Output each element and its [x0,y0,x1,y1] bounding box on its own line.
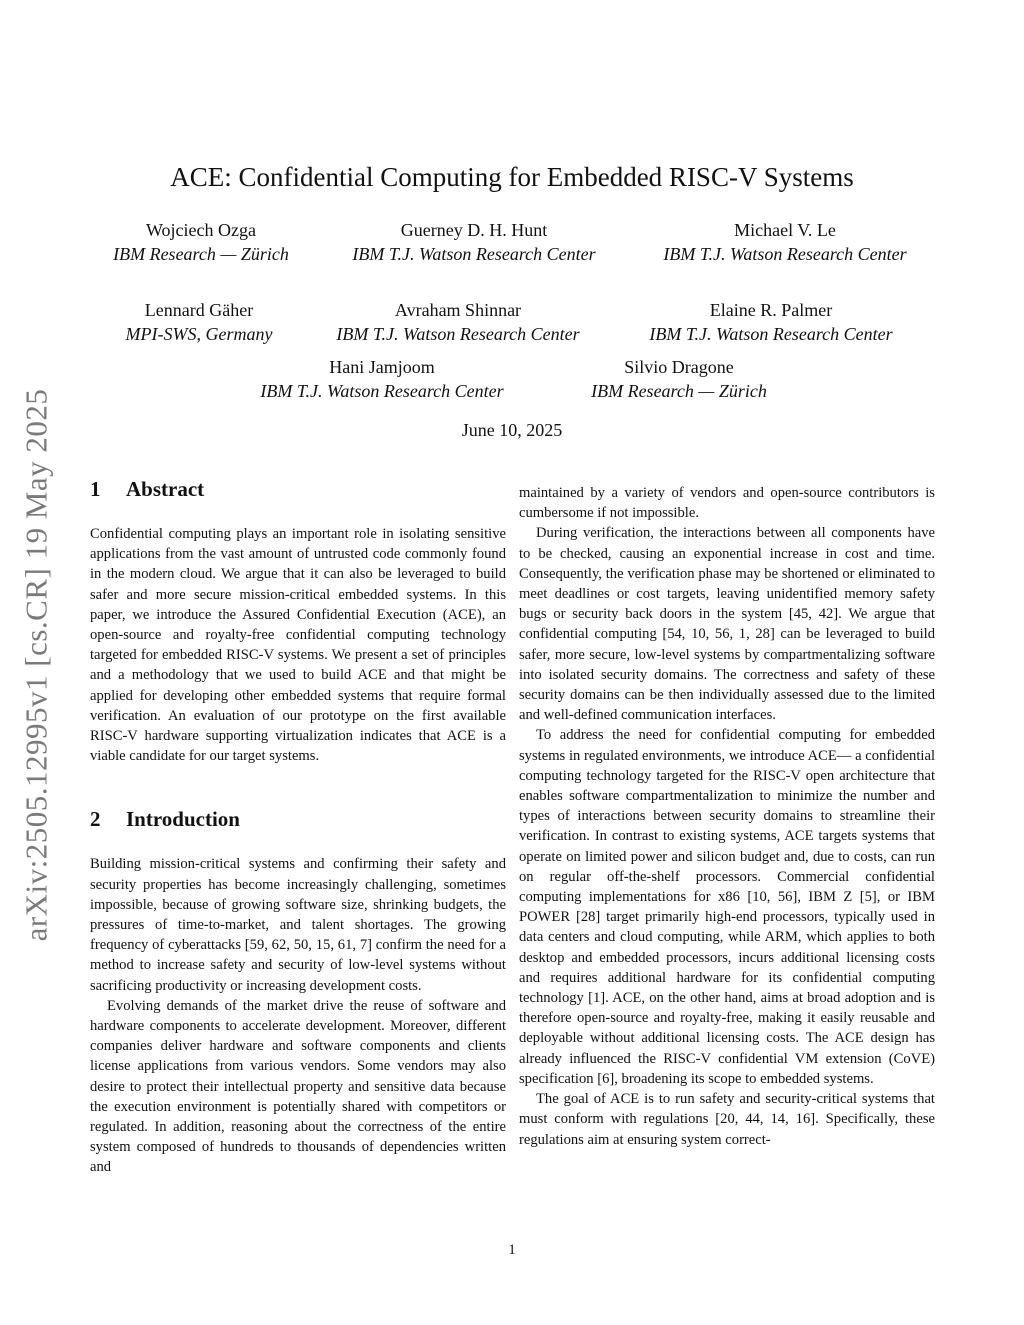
author-block [232,355,532,403]
author-name: Wojciech Ozga [146,220,256,240]
publication-date: June 10, 2025 [461,420,563,440]
abstract-paragraph: Confidential computing plays an important role in isolating sensitive applications from the vast amount of untrusted code commonly found in the modern cloud. We argue that it can also be leveraged to build safer and more secure mission-critical embedded systems. In this paper, we introduce the Assured Confidential Execution (ACE), an open-source and royalty-free confidential computing technology targeted for embedded RISC-V systems. We present a set of principles and a methodology that we used to build ACE and that might be applied for developing other embedded systems that require formal verification. An evaluation of our prototype on the first available RISC-V hardware supporting virtualization indicates that ACE is a viable candidate for our target systems. [90,526,506,765]
author-affiliation: IBM Research — Zürich [591,381,767,401]
section-heading-introduction [90,806,506,832]
author-affiliation: IBM T.J. Watson Research Center [260,381,504,401]
body-paragraph: Evolving demands of the market drive the reuse of software and hardware components to accelerate development. Moreover, different companies deliver hardware and software components and clients license applications from various vendors. Some vendors may also desire to protect their intellectual property and sensitive data because the execution environment is potentially shared with competitors or regulated. In addition, reasoning about the correctness of the entire system composed of hundreds to thousands of dependencies written and [90,997,506,1176]
author-name: Michael V. Le [734,220,836,240]
author-name: Lennard Gäher [144,300,254,320]
author-name: Hani Jamjoom [329,357,435,377]
right-column [519,483,935,1150]
author-name: Elaine R. Palmer [709,300,833,320]
author-block [324,218,624,266]
author-name: Guerney D. H. Hunt [400,220,548,240]
author-affiliation: IBM Research — Zürich [113,244,289,264]
body-paragraph: To address the need for confidential computing for embedded systems in regulated environments, we introduce ACE— a confidential computing technology targeted for the RISC-V open architecture that enables software compartmentalization to minimize the number and types of interactions between security domains to streamline their verification. In contrast to existing systems, ACE targets systems that operate on limited power and silicon budget and, due to costs, can run on regular off-the-shelf processors. Commercial confidential computing implementations for x86 [10, 56], IBM Z [5], or IBM POWER [28] target primarily high-end processors, typically used in data centers and cloud computing, while ARM, which applies to both desktop and embedded processors, incurs additional licensing costs and requires additional hardware for its confidential computing technology [1]. ACE, on the other hand, aims at broad adoption and is therefore open-source and royalty-free, making it easily reusable and deployable without additional licensing costs. The ACE design has already influenced the RISC-V confidential VM extension (CoVE) specification [6], broadening its scope to embedded systems. [519,727,935,1087]
author-block [51,218,351,266]
page-number: 1 [508,1242,516,1258]
body-paragraph: maintained by a variety of vendors and open-source contributors is cumbersome if not impossible. [519,485,935,522]
paper-title: ACE: Confidential Computing for Embedded RISC-V Systems [170,162,854,192]
section-title: Abstract [126,477,205,501]
author-affiliation: IBM T.J. Watson Research Center [352,244,596,264]
author-affiliation: IBM T.J. Watson Research Center [663,244,907,264]
author-block [308,298,608,346]
section-heading-abstract [90,476,506,502]
section-number: 1 [90,477,101,501]
arxiv-stamp [6,370,66,960]
section-number: 2 [90,807,101,832]
author-block [49,298,349,346]
body-paragraph: The goal of ACE is to run safety and security-critical systems that must conform with regulations [20, 44, 14, 16]. Specifically, these regulations aim at ensuring system correct- [519,1091,935,1148]
author-affiliation: MPI-SWS, Germany [125,324,273,344]
body-paragraph: During verification, the interactions between all components have to be checked, causing an exponential increase in cost and time. Consequently, the verification phase may be shortened or eliminated to meet deadlines or cost targets, leaving unidentified memory safety bugs or security back doors in the system [45, 42]. We argue that confidential computing [54, 10, 56, 1, 28] can be leveraged to build safer, more secure, low-level systems by compartmentalizing software into isolated security domains. The correctness and safety of these security domains can be then individually assessed due to the limited and well-defined communication interfaces. [519,525,935,724]
arxiv-stamp-text: arXiv:2505.12995v1 [cs.CR] 19 May 2025 [18,388,53,942]
section-title: Introduction [126,807,240,832]
author-block [529,355,829,403]
author-name: Avraham Shinnar [394,300,522,320]
author-name: Silvio Dragone [624,357,734,377]
author-affiliation: IBM T.J. Watson Research Center [649,324,893,344]
author-block [635,218,935,266]
left-column [90,476,506,1178]
body-paragraph: Building mission-critical systems and confirming their safety and security properties has become increasingly challenging, sometimes impossible, because of growing software size, shrinking budgets, the pressures of time-to-market, and talent shortages. The growing frequency of cyberattacks [59, 62, 50, 15, 61, 7] confirm the need for a method to increase safety and security of low-level systems without sacrificing productivity or increasing development costs. [90,856,506,994]
author-block [621,298,921,346]
author-affiliation: IBM T.J. Watson Research Center [336,324,580,344]
